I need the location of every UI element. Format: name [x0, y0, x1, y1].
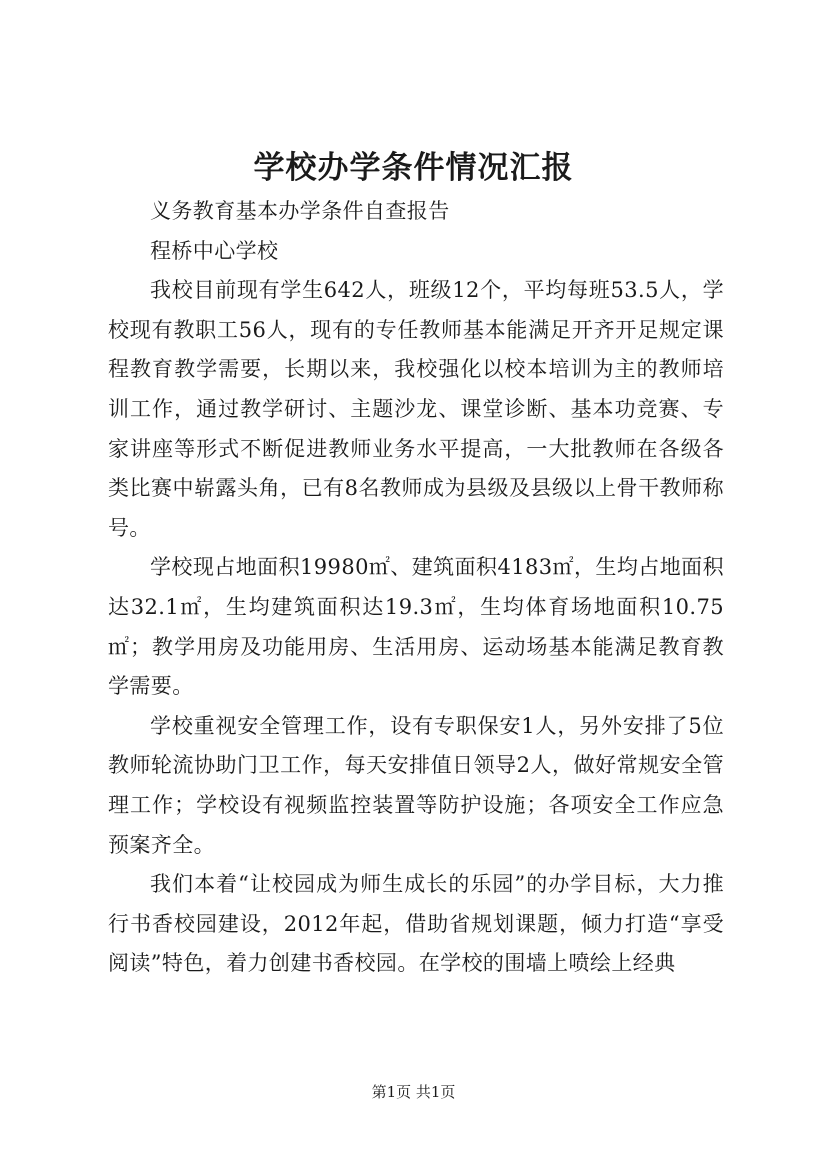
- subtitle-paragraph: 义务教育基本办学条件自查报告: [150, 199, 450, 223]
- school-name-paragraph: 程桥中心学校: [150, 238, 279, 263]
- document-body: [108, 192, 724, 984]
- body-paragraph: 学校现占地面积19980㎡、建筑面积4183㎡，生均占地面积达32.1㎡，生均建筑面积达19.3㎡，生均体育场地面积10.75㎡；教学用房及功能用房、生活用房、运动场基本能满足教育教学需要。: [108, 555, 724, 699]
- body-paragraph: 学校重视安全管理工作，设有专职保安1人，另外安排了5位教师轮流协助门卫工作，每天安排值日领导2人，做好常规安全管理工作；学校设有视频监控装置等防护设施；各项安全工作应急预案齐全。: [108, 713, 724, 857]
- document-title: 学校办学条件情况汇报: [253, 150, 574, 186]
- page-footer: 第1页 共1页: [371, 1083, 456, 1101]
- body-paragraph: 我们本着“让校园成为师生成长的乐园”的办学目标，大力推行书香校园建设，2012年起，借助省规划课题，倾力打造“享受阅读”特色，着力创建书香校园。在学校的围墙上喷绘上经典: [108, 872, 724, 976]
- body-paragraph: 我校目前现有学生642人，班级12个，平均每班53.5人，学校现有教职工56人，现有的专任教师基本能满足开齐开足规定课程教育教学需要，长期以来，我校强化以校本培训为主的教师培训工作，通过教学研讨、主题沙龙、课堂诊断、基本功竞赛、专家讲座等形式不断促进教师业务水平提高，一大批教师在各级各类比赛中崭露头角，已有8名教师成为县级及县级以上骨干教师称号。: [108, 278, 724, 540]
